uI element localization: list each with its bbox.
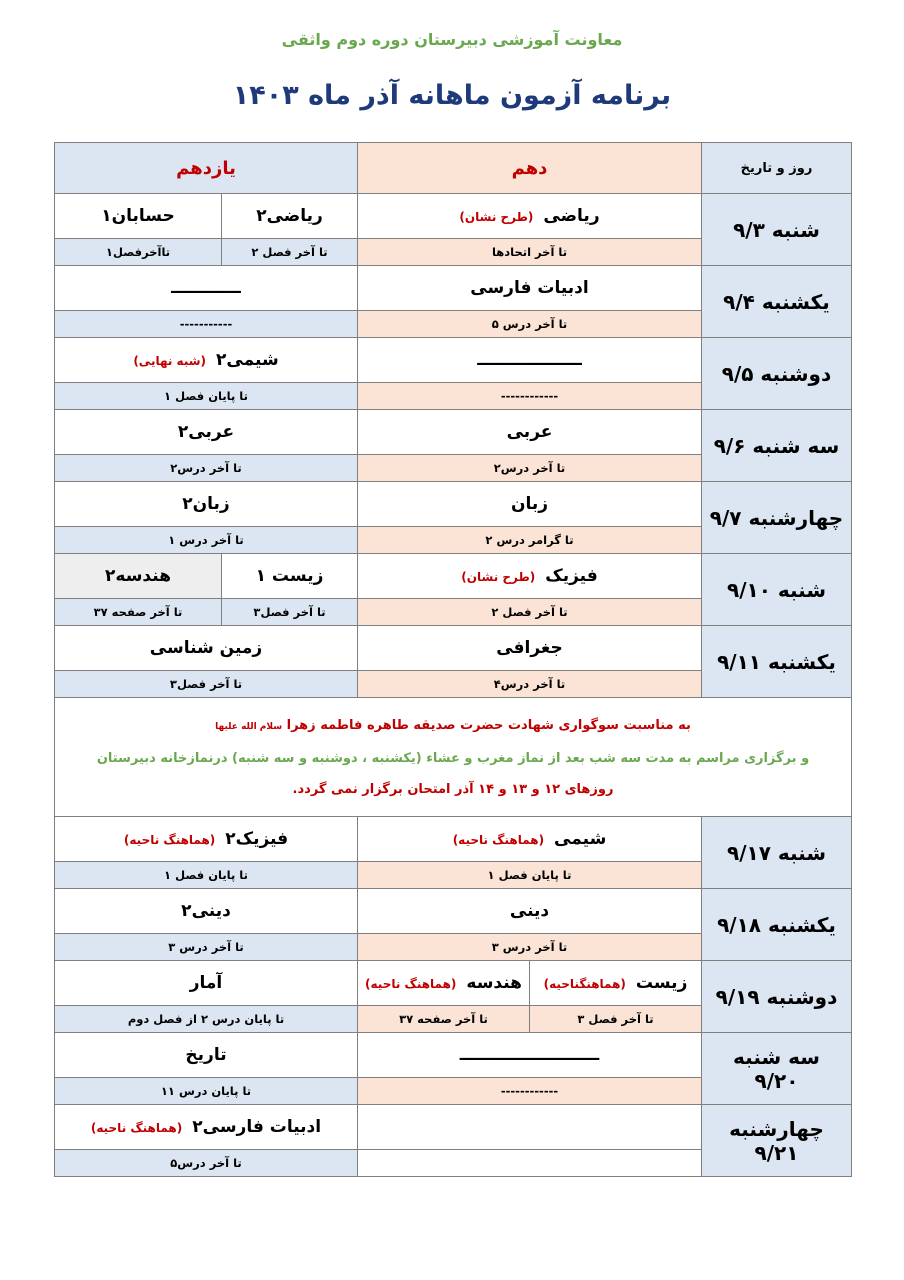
table-row <box>55 194 852 239</box>
day-date-header: روز و تاریخ <box>702 143 852 194</box>
grade11-range: تاآخرفصل۱ <box>55 239 222 266</box>
grade11-range: تا آخر فصل ۲ <box>222 239 358 266</box>
subject-note: (هماهنگ ناحیه) <box>90 1121 183 1135</box>
grade10-range: ------------ <box>358 1078 702 1105</box>
grade10-subject: عربی <box>358 410 702 455</box>
grade11-subject: دینی۲ <box>55 889 358 934</box>
grade11-subject: شیمی۲(شبه نهایی) <box>55 338 358 383</box>
grade10-header: دهم <box>358 143 702 194</box>
table-row <box>55 482 852 527</box>
grade11-range: تا آخر درس ۱ <box>55 527 358 554</box>
grade11-subject: زبان۲ <box>55 482 358 527</box>
grade10-range: تا آخر درس ۳ <box>358 934 702 961</box>
grade11-subject: ــــــــــــ <box>55 266 358 311</box>
day-cell: چهارشنبه ۹/۲۱ <box>702 1105 852 1177</box>
table-row <box>55 1105 852 1150</box>
notice-line-2: و برگزاری مراسم به مدت سه شب بعد از نماز مغرب و عشاء (یکشنبه ، دوشنبه و سه شنبه) درنمازخانه دبیرستان <box>96 750 810 766</box>
day-cell: دوشنبه ۹/۵ <box>702 338 852 410</box>
grade11-subject: عربی۲ <box>55 410 358 455</box>
grade10-range <box>358 1150 702 1177</box>
grade10-range: تا آخر فصل ۳ <box>530 1006 702 1033</box>
grade10-range: تا گرامر درس ۲ <box>358 527 702 554</box>
table-row <box>55 626 852 671</box>
notice-line-3: روزهای ۱۲ و ۱۳ و ۱۴ آذر امتحان برگزار نمی گردد. <box>292 781 614 797</box>
grade10-subject: فیزیک(طرح نشان) <box>358 554 702 599</box>
grade10-range: تا آخر درس ۵ <box>358 311 702 338</box>
day-cell: دوشنبه ۹/۱۹ <box>702 961 852 1033</box>
page-title: برنامه آزمون ماهانه آذر ماه ۱۴۰۳ <box>232 80 672 111</box>
header-row <box>55 143 852 194</box>
grade11-subject: آمار <box>55 961 358 1006</box>
day-cell: یکشنبه ۹/۱۱ <box>702 626 852 698</box>
grade10-range: تا آخر فصل ۲ <box>358 599 702 626</box>
grade11-subject: هندسه۲ <box>55 554 222 599</box>
table-row <box>55 410 852 455</box>
exam-schedule-table <box>54 142 852 1177</box>
grade10-subject: ــــــــــــــــــــــــ <box>358 1033 702 1078</box>
grade10-subject: جغرافی <box>358 626 702 671</box>
subject-note: (هماهنگ ناحیه) <box>123 833 216 847</box>
grade11-range: تا آخر فصل۳ <box>222 599 358 626</box>
subject-note: (هماهنگ ناحیه) <box>452 833 545 847</box>
table-row <box>55 889 852 934</box>
grade11-range: ----------- <box>55 311 358 338</box>
grade11-range: تا پایان درس ۲ از فصل دوم <box>55 1006 358 1033</box>
grade11-header: یازدهم <box>55 143 358 194</box>
grade10-range: تا آخر درس۴ <box>358 671 702 698</box>
grade10-range: تا آخر صفحه ۳۷ <box>358 1006 530 1033</box>
table-row <box>55 554 852 599</box>
grade10-subject: شیمی(هماهنگ ناحیه) <box>358 817 702 862</box>
grade11-subject: حسابان۱ <box>55 194 222 239</box>
day-cell: شنبه ۹/۱۷ <box>702 817 852 889</box>
table-row <box>55 338 852 383</box>
grade11-subject: تاریخ <box>55 1033 358 1078</box>
day-cell: یکشنبه ۹/۱۸ <box>702 889 852 961</box>
grade11-range: تا پایان فصل ۱ <box>55 383 358 410</box>
grade11-range: تا آخر درس۲ <box>55 455 358 482</box>
grade10-subject: ریاضی(طرح نشان) <box>358 194 702 239</box>
grade11-range: تا آخر فصل۳ <box>55 671 358 698</box>
holiday-notice <box>55 698 852 817</box>
grade11-subject: زمین شناسی <box>55 626 358 671</box>
subject-note: (شبه نهایی) <box>133 354 207 368</box>
notice-line-1: به مناسبت سوگواری شهادت حضرت صدیقه طاهره فاطمه زهرا سلام الله علیها <box>215 717 691 733</box>
grade11-range: تا آخر درس ۳ <box>55 934 358 961</box>
grade11-range: تا پایان فصل ۱ <box>55 862 358 889</box>
school-office-subtitle: معاونت آموزشی دبیرستان دوره دوم واثقی <box>281 30 623 49</box>
grade11-range: تا آخر درس۵ <box>55 1150 358 1177</box>
day-cell: چهارشنبه ۹/۷ <box>702 482 852 554</box>
subject-note: (هماهنگناحیه) <box>543 977 626 991</box>
grade10-subject: دینی <box>358 889 702 934</box>
grade11-subject: زیست ۱ <box>222 554 358 599</box>
grade10-range: تا آخر اتحادها <box>358 239 702 266</box>
table-row <box>55 1033 852 1078</box>
grade10-subject: ــــــــــــــــــ <box>358 338 702 383</box>
grade10-subject <box>358 1105 702 1150</box>
subject-note: (طرح نشان) <box>461 570 536 584</box>
grade10-range: ------------ <box>358 383 702 410</box>
table-row <box>55 266 852 311</box>
day-cell: سه شنبه ۹/۶ <box>702 410 852 482</box>
grade10-subject: زیست(هماهنگناحیه) <box>530 961 702 1006</box>
day-cell: یکشنبه ۹/۴ <box>702 266 852 338</box>
grade11-subject: ادبیات فارسی۲(هماهنگ ناحیه) <box>55 1105 358 1150</box>
grade11-range: تا آخر صفحه ۳۷ <box>55 599 222 626</box>
grade11-range: تا پایان درس ۱۱ <box>55 1078 358 1105</box>
grade10-range: تا آخر درس۲ <box>358 455 702 482</box>
grade10-range: تا پایان فصل ۱ <box>358 862 702 889</box>
subject-note: (هماهنگ ناحیه) <box>365 977 457 991</box>
day-cell: شنبه ۹/۱۰ <box>702 554 852 626</box>
subject-note: (طرح نشان) <box>459 210 534 224</box>
day-cell: شنبه ۹/۳ <box>702 194 852 266</box>
notice-row <box>55 698 852 817</box>
table-row <box>55 817 852 862</box>
grade10-subject: ادبیات فارسی <box>358 266 702 311</box>
grade10-subject: زبان <box>358 482 702 527</box>
grade11-subject: ریاضی۲ <box>222 194 358 239</box>
grade11-subject: فیزیک۲(هماهنگ ناحیه) <box>55 817 358 862</box>
grade10-subject: هندسه(هماهنگ ناحیه) <box>358 961 530 1006</box>
day-cell: سه شنبه ۹/۲۰ <box>702 1033 852 1105</box>
table-row <box>55 961 852 1006</box>
